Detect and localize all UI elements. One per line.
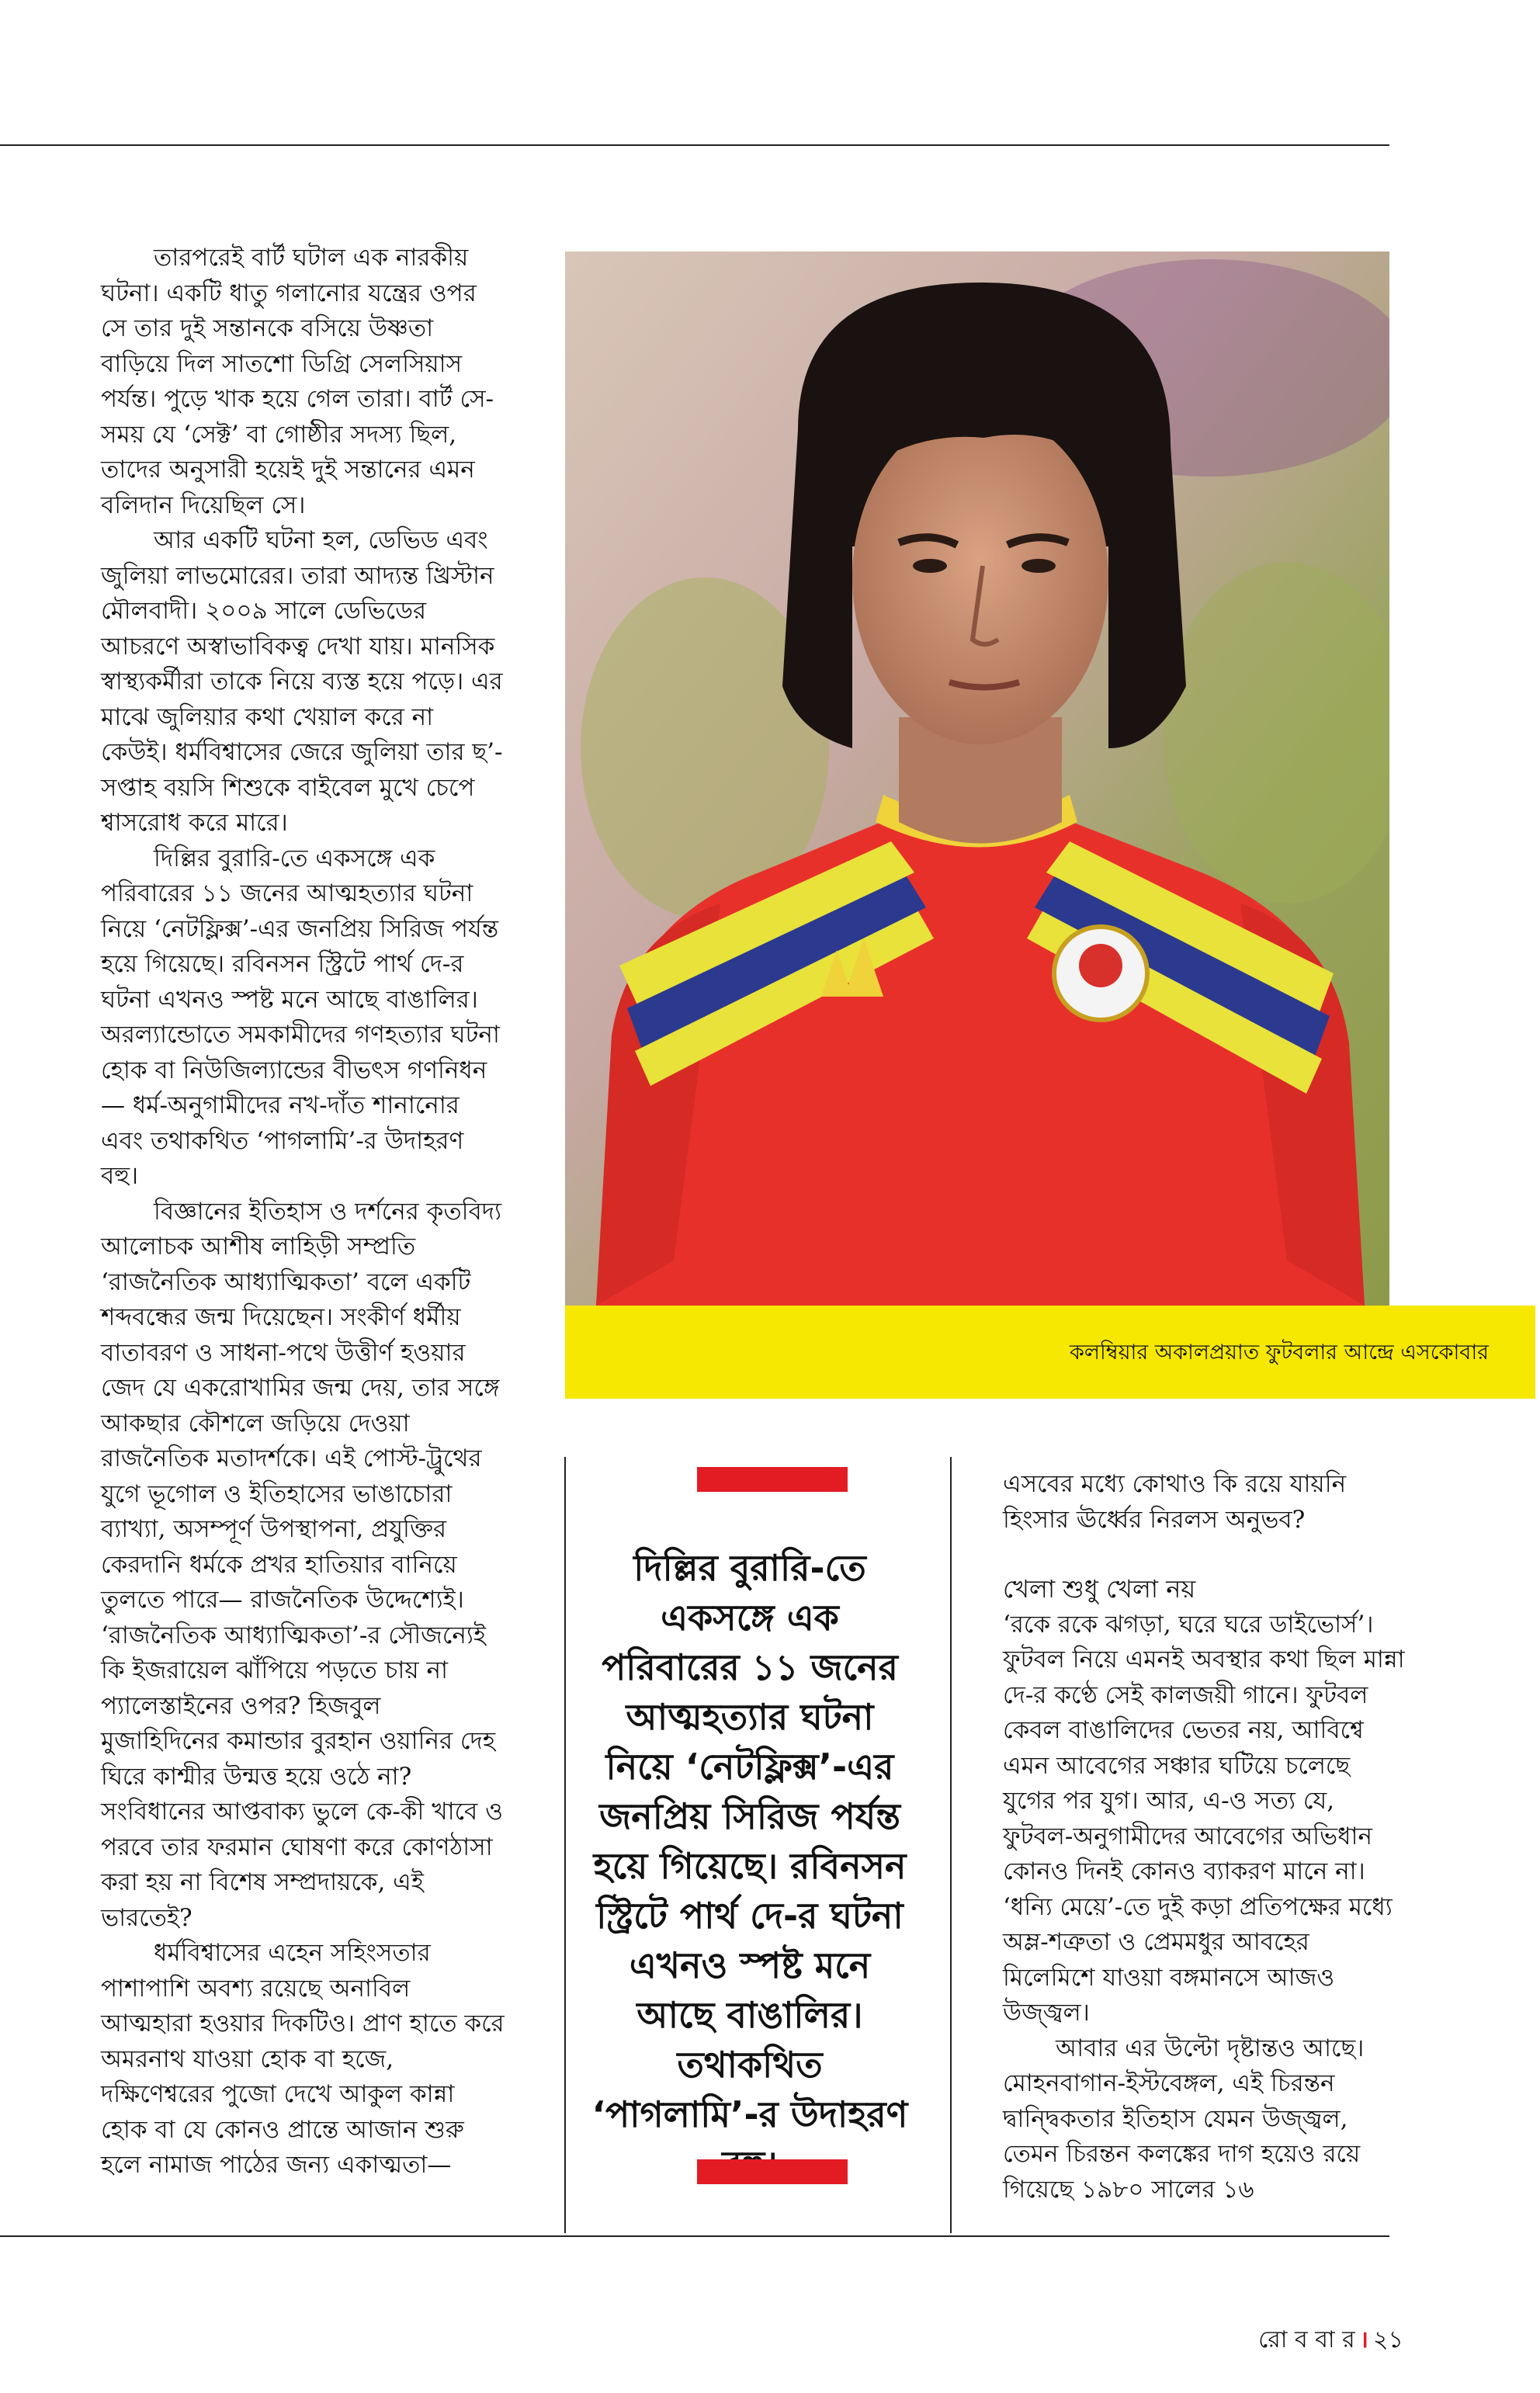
publication-name: রো ব বা র bbox=[1258, 2326, 1355, 2353]
column-divider bbox=[950, 1457, 952, 2233]
pull-quote: দিল্লির বুরারি-তে একসঙ্গে এক পরিবারের ১১ জনের আত্মহত্যার ঘটনা নিয়ে ‘নেটফ্লিক্স’-এর জনপ্রিয় সিরিজ পর্যন্ত হয়ে গিয়েছে। রবিনসন স্ট্রিটে পার্থ দে-র ঘটনা এখনও স্পষ্ট মনে আছে বাঙালির। তথাকথিত ‘পাগলামি’-র উদাহরণ bbox=[591, 1547, 908, 2135]
pull-quote-top-bar bbox=[697, 1467, 848, 1492]
photo-caption: কলম্বিয়ার অকালপ্রয়াত ফুটবলার আন্দ্রে এসকোবার bbox=[1069, 1340, 1489, 1365]
paragraph: আবার এর উল্টো দৃষ্টান্তও আছে। মোহনবাগান-ইস্টবেঙ্গল, এই চিরন্তন দ্বান্দ্বিকতার ইতিহাস যেমন উজ্জ্বল, তেমন চিরন্তন কলঙ্কের দাগ হয়েও রয়ে গিয়েছে ১৯৮০ সালের ১৬ bbox=[1003, 2034, 1365, 2204]
player-photo bbox=[565, 251, 1389, 1306]
top-rule bbox=[0, 144, 1389, 146]
pull-quote-bottom-bar bbox=[697, 2159, 848, 2184]
page-number: ২১ bbox=[1373, 2326, 1403, 2353]
paragraph: দিল্লির বুরারি-তে একসঙ্গে এক পরিবারের ১১ জনের আত্মহত্যার ঘটনা নিয়ে ‘নেটফ্লিক্স’-এর জনপ্রিয় সিরিজ পর্যন্ত হয়ে গিয়েছে। রবিনসন স্ট্রিটে পার্থ দে-র ঘটনা এখনও স্পষ্ট মনে আছে বাঙালির। অরল্যান্ডোতে সমকামীদের গণহত্যার ঘটনা হোক বা নিউজিল্যান্ডের বীভৎস গণনিধন— ধর্ম-অনুগামীদের নখ-দাঁত শানানোর এবং তথাকথিত ‘পাগলামি’-র উদাহরণ বহু। bbox=[101, 844, 500, 1190]
subheading: খেলা শুধু খেলা নয় bbox=[1003, 1574, 1196, 1604]
paragraph: ‘রকে রকে ঝগড়া, ঘরে ঘরে ডাইভোর্স’। ফুটবল নিয়ে এমনই অবস্থার কথা ছিল মান্না দে-র কণ্ঠে সেই কালজয়ী গানে। ফুটবল কেবল বাঙালিদের ভেতর নয়, আবিশ্বে এমন আবেগের সঞ্চার ঘটিয়ে চলেছে যুগের পর যুগ। আর, এ-ও সত্য যে, ফুটবল-অনুগামীদের আবেগের অভিধান কোনও দিনই কোনও ব্যাকরণ মানে না। ‘ধন্যি মেয়ে’-তে দুই কড়া প্রতিপক্ষের মধ্যে অম্ল-শত্রুতা ও প্রেমমধুর আবহের মিলেমিশে যাওয়া বঙ্গমানসে আজও উজ্জ্বল। bbox=[1003, 1610, 1405, 2027]
right-column bbox=[1003, 1467, 1406, 2207]
paragraph: বিজ্ঞানের ইতিহাস ও দর্শনের কৃতবিদ্য আলোচক আশীষ লাহিড়ী সম্প্রতি ‘রাজনৈতিক আধ্যাত্মিকতা’ বলে একটি শব্দবন্ধের জন্ম দিয়েছেন। সংকীর্ণ ধর্মীয় বাতাবরণ ও সাধনা-পথে উত্তীর্ণ হওয়ার জেদ যে একরোখামির জন্ম দেয়, তার সঙ্গে আকছার কৌশলে জড়িয়ে দেওয়া রাজনৈতিক মতাদর্শকে। এই পোস্ট-ট্রুথের যুগে ভূগোল ও ইতিহাসের ভাঙাচোরা ব্যাখ্যা, অসম্পূর্ণ উপস্থাপনা, প্রযুক্তির কেরদানি ধর্মকে প্রখর হাতিয়ার বানিয়ে তুলতে পারে— রাজনৈতিক উদ্দেশ্যেই। ‘রাজনৈতিক আধ্যাত্মিকতা’-র সৌজন্যেই কি ইজরায়েল ঝাঁপিয়ে পড়তে চায় না প্যালেস্তাইনের ওপর? হিজবুল মুজাহিদিনের কমান্ডার বুরহান ওয়ানির দেহ ঘিরে কাশ্মীর উন্মত্ত হয়ে ওঠে না? সংবিধানের আপ্তবাক্য ভুলে কে-কী খাবে ও পরবে তার ফরমান ঘোষণা করে কোণঠাসা করা হয় না বিশেষ সম্প্রদায়কে, এই ভারতেই? bbox=[101, 1197, 503, 1932]
footer-separator: । bbox=[1359, 2326, 1369, 2353]
paragraph: তারপরেই বার্ট ঘটাল এক নারকীয় ঘটনা। একটি ধাতু গলানোর যন্ত্রের ওপর সে তার দুই সন্তানকে বসিয়ে উষ্ণতা বাড়িয়ে দিল সাতশো ডিগ্রি সেলসিয়াস পর্যন্ত। পুড়ে খাক হয়ে গেল তারা। বার্ট সে-সময় যে ‘সেক্ট’ বা গোষ্ঠীর সদস্য ছিল, তাদের অনুসারী হয়েই দুই সন্তানের এমন বলিদান দিয়েছিল সে। bbox=[101, 244, 494, 519]
paragraph: ধর্মবিশ্বাসের এহেন সহিংসতার পাশাপাশি অবশ্য রয়েছে অনাবিল আত্মহারা হওয়ার দিকটিও। প্রাণ হাতে করে অমরনাথ যাওয়া হোক বা হজে, দক্ষিণেশ্বরের পুজো দেখে আকুল কান্না হোক বা যে কোনও প্রান্তে আজান শুরু হলে নামাজ পাঠের জন্য একাত্মতা— bbox=[101, 1939, 505, 2179]
page-footer bbox=[1258, 2321, 1403, 2360]
left-column bbox=[101, 241, 505, 2183]
photo-caption-bar bbox=[565, 1306, 1535, 1399]
bottom-rule bbox=[0, 2235, 1389, 2237]
column-divider bbox=[564, 1457, 566, 2233]
paragraph: আর একটি ঘটনা হল, ডেভিড এবং জুলিয়া লাভমোরের। তারা আদ্যন্ত খ্রিস্টান মৌলবাদী। ২০০৯ সালে ডেভিডের আচরণে অস্বাভাবিকত্ব দেখা যায়। মানসিক স্বাস্থ্যকর্মীরা তাকে নিয়ে ব্যস্ত হয়ে পড়ে। এর মাঝে জুলিয়ার কথা খেয়াল করে না কেউই। ধর্মবিশ্বাসের জেরে জুলিয়া তার ছ’-সপ্তাহ বয়সি শিশুকে বাইবেল মুখে চেপে শ্বাসরোধ করে মারে। bbox=[101, 526, 503, 837]
paragraph: এসবের মধ্যে কোথাও কি রয়ে যায়নি হিংসার ঊর্ধ্বের নিরলস অনুভব? bbox=[1003, 1470, 1347, 1534]
